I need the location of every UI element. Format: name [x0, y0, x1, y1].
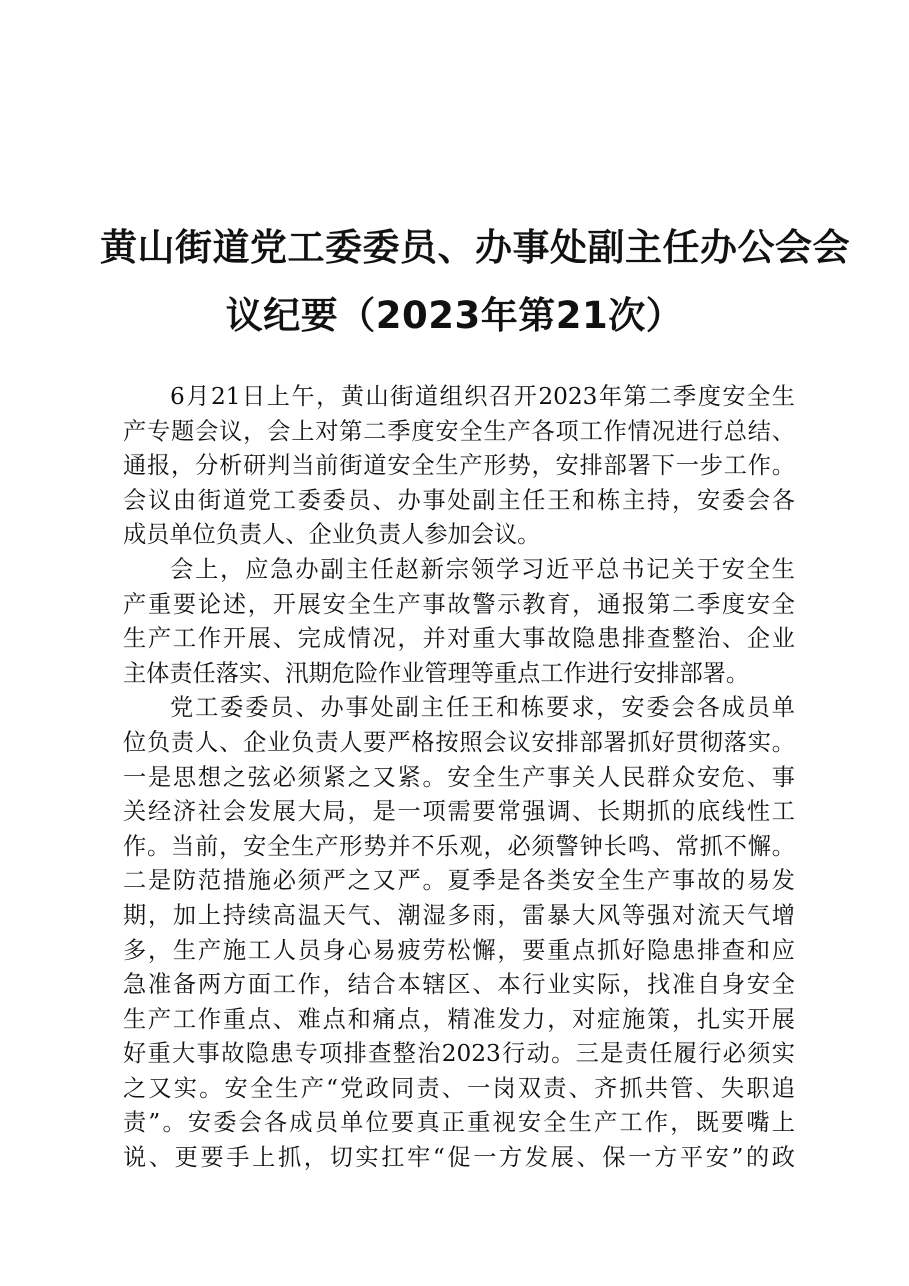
- body-text-line: 急准备两方面工作，结合本辖区、本行业实际，找准自身安全: [123, 971, 795, 999]
- body-text-line: 主体责任落实、汛期危险作业管理等重点工作进行安排部署。: [123, 659, 750, 687]
- body-text-line: 之又实。安全生产“党政同责、一岗双责、齐抓共管、失职追: [123, 1074, 795, 1102]
- body-text-line: 关经济社会发展大局，是一项需要常强调、长期抓的底线性工: [123, 798, 795, 826]
- body-text-line: 一是思想之弦必须紧之又紧。安全生产事关人民群众安危、事: [123, 763, 795, 791]
- body-text-line: 成员单位负责人、企业负责人参加会议。: [123, 521, 541, 549]
- body-text-line: 6月21日上午，黄山街道组织召开2023年第二季度安全生: [170, 383, 795, 410]
- document-title-line-1: 黄山街道党工委委员、办事处副主任办公会会: [100, 226, 850, 269]
- document-body: [123, 380, 795, 1176]
- document-title-line-2: 议纪要（2023年第21次）: [225, 294, 684, 337]
- body-text-line: 二是防范措施必须严之又严。夏季是各类安全生产事故的易发: [123, 867, 795, 895]
- body-text-line: 说、更要手上抓，切实扛牢“促一方发展、保一方平安”的政: [123, 1144, 795, 1172]
- body-text-line: 产重要论述，开展安全生产事故警示教育，通报第二季度安全: [123, 590, 795, 618]
- body-text-line: 会议由街道党工委委员、办事处副主任王和栋主持，安委会各: [123, 486, 795, 514]
- body-text-line: 多，生产施工人员身心易疲劳松懈，要重点抓好隐患排查和应: [123, 936, 795, 964]
- body-text-line: 责”。安委会各成员单位要真正重视安全生产工作，既要嘴上: [123, 1109, 795, 1137]
- body-text-line: 产专题会议，会上对第二季度安全生产各项工作情况进行总结、: [123, 417, 795, 445]
- body-text-line: 党工委委员、办事处副主任王和栋要求，安委会各成员单: [170, 694, 795, 722]
- body-text-line: 会上，应急办副主任赵新宗领学习近平总书记关于安全生: [170, 555, 795, 583]
- body-text-line: 作。当前，安全生产形势并不乐观，必须警钟长鸣、常抓不懈。: [123, 832, 795, 860]
- body-text-line: 生产工作开展、完成情况，并对重大事故隐患排查整治、企业: [123, 625, 795, 653]
- body-text-line: 生产工作重点、难点和痛点，精准发力，对症施策，扎实开展: [123, 1005, 795, 1033]
- body-text-line: 位负责人、企业负责人要严格按照会议安排部署抓好贯彻落实。: [123, 728, 795, 756]
- body-text-line: 通报，分析研判当前街道安全生产形势，安排部署下一步工作。: [123, 452, 795, 480]
- body-text-line: 期，加上持续高温天气、潮湿多雨，雷暴大风等强对流天气增: [123, 901, 795, 929]
- body-text-line: 好重大事故隐患专项排查整治2023行动。三是责任履行必须实: [123, 1040, 795, 1068]
